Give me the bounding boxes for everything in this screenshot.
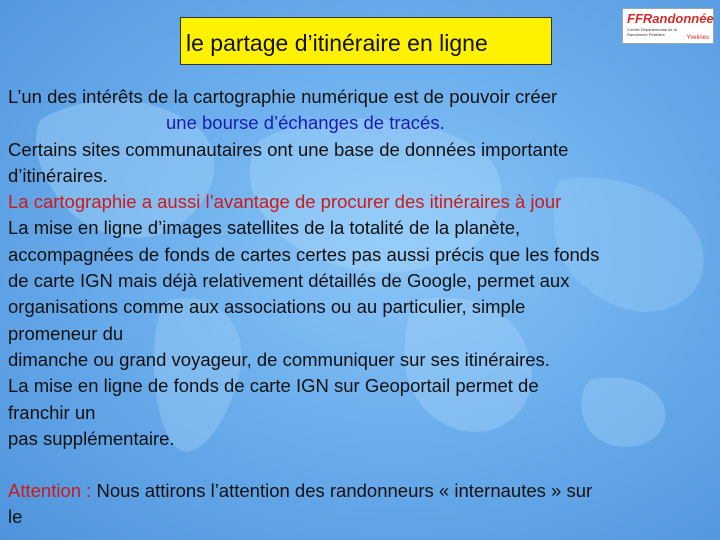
paragraph-line: d’itinéraires. (8, 164, 108, 186)
slide-title: le partage d’itinéraire en ligne (186, 30, 488, 56)
paragraph-line-highlight: La cartographie a aussi l’avantage de procurer des itinéraires à jour (8, 191, 562, 213)
paragraph-line-highlight: une bourse d’échanges de tracés. (166, 112, 445, 134)
paragraph-line: promeneur du (8, 322, 124, 344)
logo-region: Yvelines (686, 35, 709, 41)
paragraph-line: franchir un (8, 401, 96, 423)
logo-name: FFRandonnée (627, 11, 714, 26)
logo-tagline: Comité Départemental de la Randonnée Pédestre (627, 27, 677, 37)
paragraph-line: accompagnées de fonds de cartes certes pas aussi précis que les fonds (8, 243, 600, 265)
attention-text: Nous attirons l’attention des randonneurs « internautes » sur (91, 480, 593, 502)
paragraph-line: La mise en ligne d’images satellites de la totalité de la planète, (8, 217, 521, 239)
paragraph-line: de carte IGN mais déjà relativement détaillés de Google, permet aux (8, 270, 570, 292)
attention-label: Attention : (8, 480, 92, 502)
attention-line (8, 478, 714, 504)
paragraph-line: organisations comme aux associations ou au particulier, simple (8, 296, 526, 318)
paragraph-gap (8, 452, 714, 478)
paragraph-line: L’un des intérêts de la cartographie numérique est de pouvoir créer (8, 86, 558, 107)
paragraph-line: le (8, 506, 23, 528)
slide-body (8, 84, 714, 531)
ffrandonnee-logo (622, 8, 714, 44)
paragraph-line: dimanche ou grand voyageur, de communiquer sur ses itinéraires. (8, 348, 550, 370)
paragraph-line: La mise en ligne de fonds de carte IGN sur Geoportail permet de (8, 375, 539, 397)
paragraph-line: Certains sites communautaires ont une base de données importante (8, 138, 569, 160)
paragraph-line: pas supplémentaire. (8, 427, 175, 449)
